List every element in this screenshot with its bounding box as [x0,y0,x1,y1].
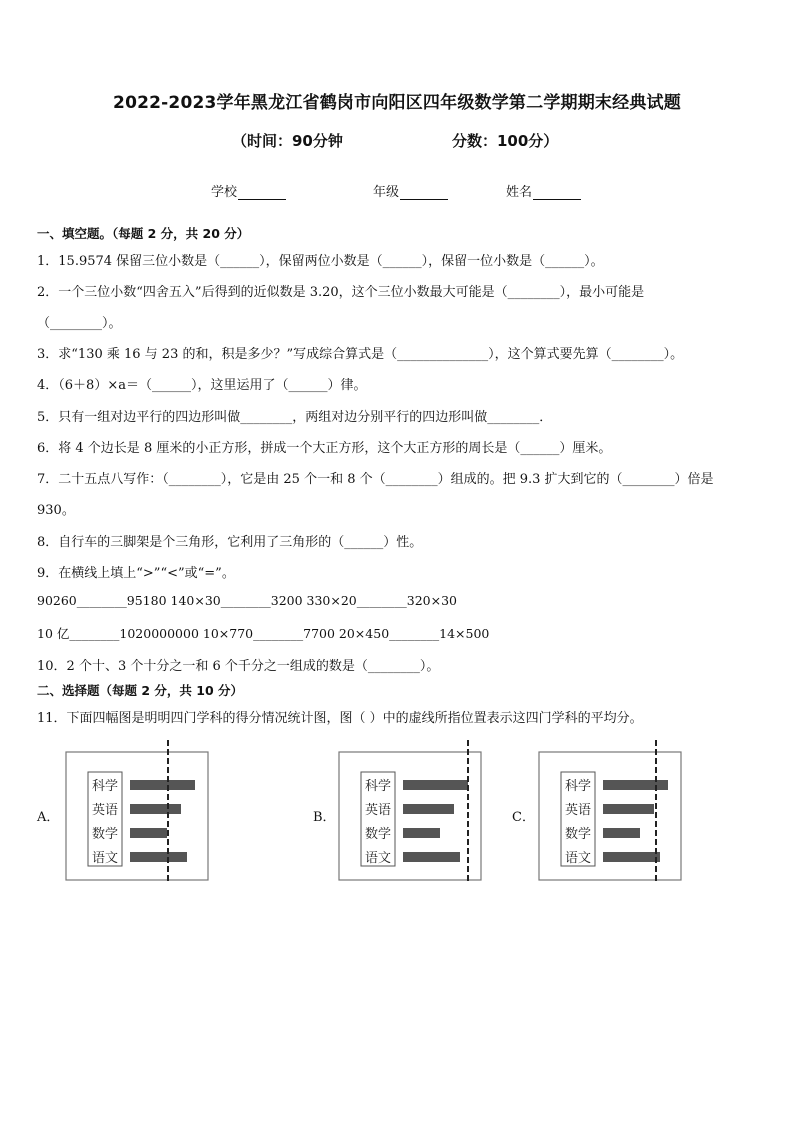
chart-option-c [539,740,689,882]
chart-option-b [339,740,489,882]
section-choice: 二、选择题（每题 2 分，共 10 分） [37,683,244,698]
bar [130,852,187,862]
section-fill-in: 一、填空题。（每题 2 分，共 20 分） [37,226,250,241]
name-blank[interactable] [533,185,581,200]
question-10: 10．2 个十、3 个十分之一和 6 个千分之一组成的数是（________）。 [37,659,440,674]
question-4: 4．（6＋8）×a＝（______），这里运用了（______）律。 [37,378,367,393]
bar [603,804,654,814]
question-3: 3．求“130 乘 16 与 23 的和，积是多少？”写成综合算式是（______________），这个算式要先算（________）。 [37,347,684,362]
option-b-label[interactable]: B． [313,810,336,825]
category-label: 英语 [565,803,592,818]
option-c-label[interactable]: C． [512,810,535,825]
question-11: 11．下面四幅图是明明四门学科的得分情况统计图，图（ ）中的虚线所指位置表示这四门学科的平均分。 [37,711,643,726]
question-7-continued: 930。 [37,503,75,518]
question-5: 5．只有一组对边平行的四边形叫做________，两组对边分别平行的四边形叫做________． [37,410,553,425]
category-label: 语文 [92,851,119,866]
category-label: 数学 [92,827,119,842]
question-9-row-2: 10 亿________1020000000 10×770________7700 20×450________14×500 [37,626,490,641]
school-blank[interactable] [238,185,286,200]
bar [603,852,660,862]
question-1: 1．15.9574 保留三位小数是（______），保留两位小数是（______），保留一位小数是（______）。 [37,254,604,269]
exam-time: （时间：90分钟 [232,132,343,150]
question-8: 8．自行车的三脚架是个三角形，它利用了三角形的（______）性。 [37,535,423,550]
option-a-label[interactable]: A． [37,810,60,825]
bar [130,780,195,790]
question-2: 2．一个三位小数“四舍五入”后得到的近似数是 3.20，这个三位小数最大可能是（________），最小可能是 [37,285,645,300]
category-label: 数学 [565,827,592,842]
question-9-row-1: 90260________95180 140×30________3200 330×20________320×30 [37,593,458,608]
category-label: 语文 [565,851,592,866]
bar [403,780,468,790]
grade-blank[interactable] [400,185,448,200]
bar [403,852,460,862]
bar [130,828,167,838]
question-2-continued: （________）。 [37,316,122,331]
category-label: 数学 [365,827,392,842]
chart-option-a [66,740,216,882]
question-9: 9．在横线上填上“>”“<”或“=”。 [37,566,235,581]
exam-score: 分数：100分） [452,132,559,150]
category-label: 英语 [92,803,119,818]
question-7: 7．二十五点八写作：（________），它是由 25 个一和 8 个（________）组成的。把 9.3 扩大到它的（________）倍是 [37,472,714,487]
category-label: 科学 [365,779,392,794]
bar [130,804,181,814]
grade-field[interactable] [373,181,448,200]
category-label: 科学 [92,779,119,794]
school-label: 学校 [211,185,238,200]
exam-title: 2022-2023学年黑龙江省鹤岗市向阳区四年级数学第二学期期末经典试题 [113,93,681,113]
bar [403,804,454,814]
grade-label: 年级 [373,185,400,200]
category-label: 英语 [365,803,392,818]
bar [603,780,668,790]
question-6: 6．将 4 个边长是 8 厘米的小正方形，拼成一个大正方形，这个大正方形的周长是（______）厘米。 [37,441,612,456]
bar [403,828,440,838]
name-field[interactable] [506,181,581,200]
category-label: 科学 [565,779,592,794]
name-label: 姓名 [506,185,533,200]
school-field[interactable] [211,181,286,200]
category-label: 语文 [365,851,392,866]
bar [603,828,640,838]
